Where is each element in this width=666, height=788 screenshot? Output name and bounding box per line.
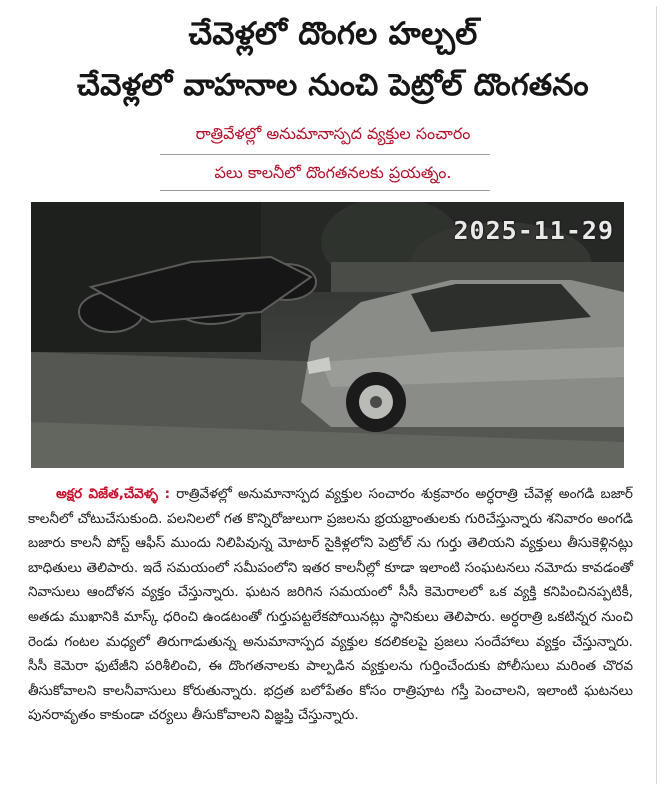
- article-paragraph: [28, 482, 633, 728]
- divider-rule: [160, 154, 490, 155]
- main-headline: చేవెళ్లలో దొంగల హల్చల్: [188, 16, 478, 52]
- article-text: రాత్రివేళల్లో అనుమానాస్పద వ్యక్తుల సంచారం శుక్రవారం అర్ధరాత్రి చేవెళ్ల అంగడి బజార్ కాలనీలో చోటుచేసుకుంది. పలనిలలో గత కొన్నిరోజులుగా ప్రజలను భ్రయభ్రాంతులకు గురిచేస్తున్నారు శనివారం అంగడి బజారు కాలనీ పోస్ట్ ఆఫీస్ ముందు నిలిపివున్న మోటార్ సైకిళ్లలోని పెట్రోల్ ను గుర్తు తెలియని వ్యక్తులు తీసుకెళ్లినట్లు బాధితులు తెలిపారు. ఇదే సమయంలో సమీపంలోని ఇతర కాలనీల్లో కూడా ఇలాంటి సంఘటనలు నమోదు కావడంతో నివాసులు ఆందోళన వ్యక్తం చేస్తున్నారు. ఘటన జరిగిన సమయంలో సీసీ కెమెరాలలో ఒక వ్యక్తి కనిపించినప్పటికీ, అతడు ముఖానికి మాస్క్ ధరించి ఉండటంతో గుర్తుపట్టలేకపోయినట్లు స్థానికులు తెలిపారు. అర్ధరాత్రి ఒకటిన్నర నుంచి రెండు గంటల మధ్యలో తిరుగాడుతున్న అనుమానాస్పద వ్యక్తుల కదలికలపై ప్రజలు సందేహాలు వ్యక్తం చేస్తున్నారు. సీసీ కెమెరా ఫుటేజీని పరిశీలించి, ఈ దొంగతనాలకు పాల్పడిన వ్యక్తులను గుర్తించేందుకు పోలీసులు మరింత చొరవ తీసుకోవాలని కాలనీవాసులు కోరుతున్నారు. భద్రత బలోపేతం కోసం రాత్రిపూట గస్తీ పెంచాలని, ఇలాంటి ఘటనలు పునరావృతం కాకుండా చర్యలు తీసుకోవాలని విజ్ఞప్తి చేస్తున్నారు.: [28, 486, 633, 724]
- cctv-photo: [31, 202, 624, 468]
- divider-rule: [160, 190, 490, 191]
- timestamp-overlay: 2025-11-29: [453, 216, 614, 245]
- second-headline: చేవెళ్లలో వాహనాల నుంచి పెట్రోల్ దొంగతనం: [77, 68, 589, 103]
- subheadline-first: రాత్రివేళల్లో అనుమానాస్పద వ్యక్తుల సంచారం: [195, 124, 471, 143]
- byline: అక్షర విజేత,చేవెళ్ళ :: [56, 486, 171, 502]
- article-body: [28, 482, 633, 728]
- subheadline-second: పలు కాలనీలో దొంగతనలకు ప్రయత్నం.: [214, 163, 452, 182]
